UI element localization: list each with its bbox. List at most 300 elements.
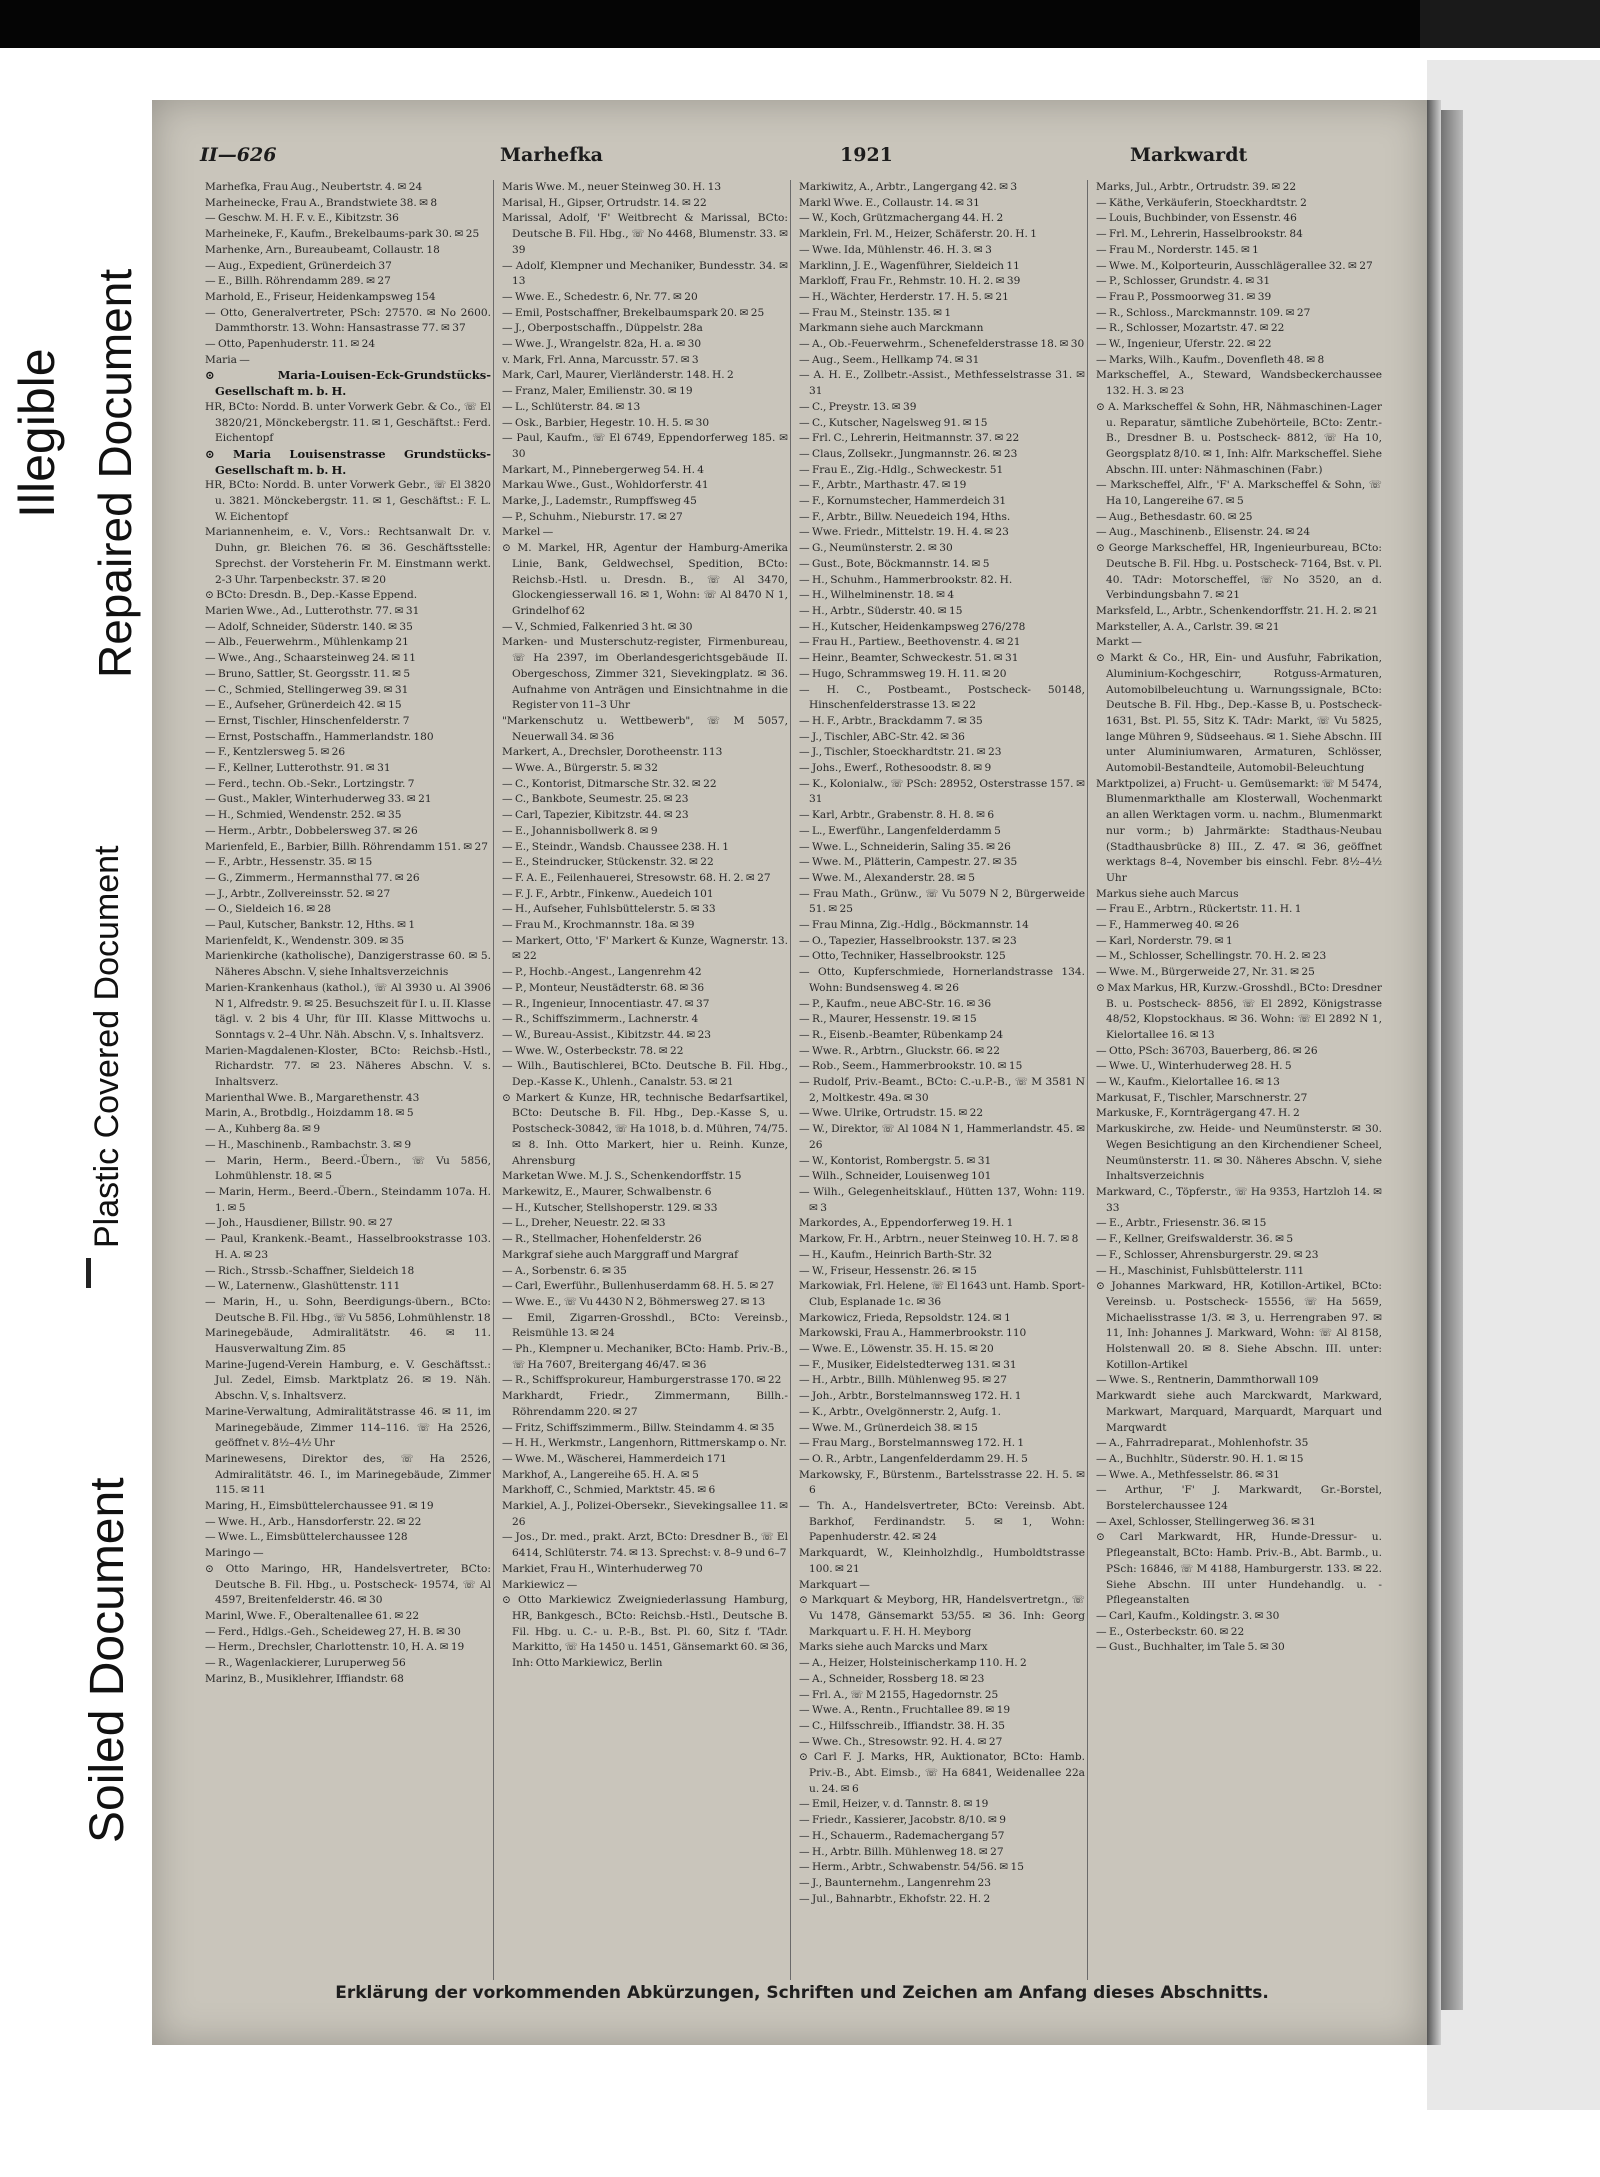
directory-entry: — P., Kaufm., neue ABC-Str. 16. ✉ 36 [799, 997, 992, 1010]
directory-entry: Marinegebäude, Admiralitätstr. 46. ✉ 11. Hausverwaltung Zim. 85 [205, 1327, 491, 1356]
directory-entry: Marienkirche (katholische), Danzigerstrasse 60. ✉ 5. Näheres Abschn. V, siehe Inhaltsverzeichnis [205, 950, 491, 979]
directory-entry: — Th. A., Handelsvertreter, BCto: Vereinsb. Abt. Barkhof, Ferdinandstr. 5. ✉ 1, Wohn: Papenhuderstr. 42. ✉ 24 [799, 1500, 1085, 1544]
directory-entry: — Ernst, Postschaffn., Hammerlandstr. 180 [205, 730, 434, 743]
directory-entry: — H., Kutscher, Heidenkampsweg 276/278 [799, 620, 1026, 633]
abbreviations-note: Erklärung der vorkommenden Abkürzungen, Schriften und Zeichen am Anfang dieses Abschnitts. [335, 1983, 1269, 2003]
directory-entry: Marksteller, A. A., Carlstr. 39. ✉ 21 [1096, 620, 1280, 633]
directory-entry: — R., Schlosser, Mozartstr. 47. ✉ 22 [1096, 322, 1285, 335]
directory-entry: Markuskirche, zw. Heide- und Neumünsterstr. ✉ 30. Wegen Besichtigung an den Kirchendiener Scheel, Neumünsterstr. 11. ✉ 30. Näheres Abschn. V, siehe Inhaltsverzeichnis [1096, 1123, 1382, 1183]
page-number: II—626 [200, 144, 277, 166]
directory-entry: — Marin, H., u. Sohn, Beerdigungs-übern., BCto: Deutsche B. Fil. Hbg., ☏ Vu 5856, Lohmühlenstr. 18 [205, 1295, 491, 1324]
directory-entry: Markiet, Frau H., Winterhuderweg 70 [502, 1562, 703, 1575]
directory-entry: — Wwe. H., Arb., Hansdorferstr. 22. ✉ 22 [205, 1515, 422, 1528]
directory-entry: — Wwe. M., Grünerdeich 38. ✉ 15 [799, 1421, 978, 1434]
directory-entry: — H., Kaufm., Heinrich Barth-Str. 32 [799, 1248, 993, 1261]
directory-entry: Markt — [1096, 636, 1142, 649]
directory-entry: — Rudolf, Priv.-Beamt., BCto: C.-u.P.-B., ☏ M 3581 N 2, Moltkestr. 49a. ✉ 30 [799, 1076, 1085, 1104]
directory-entry: — Wwe. E., Löwenstr. 35. H. 15. ✉ 20 [799, 1343, 994, 1356]
directory-entry: HR, BCto: Nordd. B. unter Vorwerk Gebr., ☏ El 3820 u. 3821. Mönckebergstr. 11. ✉ 1, Geschäftst.: F. L. W. Eichentopf [205, 479, 491, 523]
directory-entry: ⊙ A. Markscheffel & Sohn, HR, Nähmaschinen-Lager u. Reparatur, sämtliche Zubehörteile, BCto: Zentr.-B., Dresdner B. u. Postscheck- 8812, ☏ Ha 10, Georgsplatz 8/10. ✉ 1, Inh: Alfr. Markscheffel. Siehe Abschn. III. unter: Nähmaschinen (Fabr.) [1096, 400, 1382, 476]
directory-entry: — F. A. E., Feilenhauerei, Stresowstr. 68. H. 2. ✉ 27 [502, 871, 771, 884]
directory-entry: — Wwe. Ch., Stresowstr. 92. H. 4. ✉ 27 [799, 1735, 1003, 1748]
directory-entry: — H. C., Postbeamt., Postscheck- 50148, Hinschenfelderstrasse 13. ✉ 22 [799, 683, 1085, 712]
directory-entry: — F., Kentzlersweg 5. ✉ 26 [205, 746, 346, 759]
directory-entry: Markloff, Frau Fr., Rehmstr. 10. H. 2. ✉ 39 [799, 275, 1021, 288]
directory-entry: — H., Arbtr., Süderstr. 40. ✉ 15 [799, 604, 963, 617]
directory-entry: — Louis, Buchbinder, von Essenstr. 46 [1096, 212, 1297, 225]
directory-entry: — Wwe. M., Wäscherei, Hammerdeich 171 [502, 1452, 727, 1465]
directory-entry: — Wwe. M., Kolporteurin, Ausschlägerallee 32. ✉ 27 [1096, 259, 1373, 272]
column-1 [205, 180, 494, 1980]
directory-entry: Markau Wwe., Gust., Wohldorferstr. 41 [502, 479, 709, 492]
directory-entry: — C., Hilfsschreib., Iffiandstr. 38. H. 35 [799, 1719, 1005, 1732]
directory-entry: — H., Schuhm., Hammerbrookstr. 82. H. [799, 573, 1013, 586]
directory-entry: Markhof, A., Langereihe 65. H. A. ✉ 5 [502, 1468, 699, 1481]
directory-entry: Marktpolizei, a) Frucht- u. Gemüsemarkt: ☏ M 5474, Blumenmarkthalle am Klosterwall, Wochenmarkt an allen Werktagen vorm. u. nachm., Blumenmarkt nur vorm.; b) Jahrmärkte: Stadthaus-Neubau (Stadthausbrücke 8) III., Z. 47. ✉ 36, geöffnet werktags 8–4, November bis einschl. Febr. 8½–4½ Uhr [1096, 777, 1382, 884]
directory-entry: Markiel, A. J., Polizei-Obersekr., Sievekingsallee 11. ✉ 26 [502, 1500, 788, 1528]
directory-entry: ⊙ Maria-Louisen-Eck-Grundstücks-Gesellschaft m. b. H. [205, 368, 491, 399]
directory-entry: ⊙ Max Markus, HR, Kurzw.-Grosshdl., BCto: Dresdner B. u. Postscheck- 8856, ☏ El 2892, Königstrasse 48/52, Klopstockhaus. ✉ 36. Wohn: ☏ El 2892 N 1, Kielortallee 16. ✉ 13 [1096, 981, 1382, 1041]
directory-entry: — Ferd., Hdlgs.-Geh., Scheideweg 27, H. B. ✉ 30 [205, 1625, 461, 1638]
directory-entry: — E., Billh. Röhrendamm 289. ✉ 27 [205, 275, 391, 288]
directory-entry: — Käthe, Verkäuferin, Stoeckhardtstr. 2 [1096, 196, 1307, 209]
directory-entry: — W., Kaufm., Kielortallee 16. ✉ 13 [1096, 1076, 1280, 1089]
directory-entry: Marinz, B., Musiklehrer, Iffiandstr. 68 [205, 1672, 404, 1685]
directory-entry: — V., Schmied, Falkenried 3 ht. ✉ 30 [502, 620, 693, 633]
directory-entry: Markusat, F., Tischler, Marschnerstr. 27 [1096, 1091, 1308, 1104]
directory-entry: — Franz, Maler, Emilienstr. 30. ✉ 19 [502, 385, 693, 398]
directory-entry: Markowiak, Frl. Helene, ☏ El 1643 unt. Hamb. Sport-Club, Esplanade 1c. ✉ 36 [799, 1280, 1085, 1308]
directory-entry: — C., Kutscher, Nagelsweg 91. ✉ 15 [799, 416, 988, 429]
directory-entry: Marks, Jul., Arbtr., Ortrudstr. 39. ✉ 22 [1096, 181, 1297, 193]
directory-entry: Marks siehe auch Marcks und Marx [799, 1641, 988, 1654]
directory-entry: — Paul, Krankenk.-Beamt., Hasselbrookstrasse 103. H. A. ✉ 23 [205, 1233, 491, 1261]
directory-entry: — Arthur, 'F' J. Markwardt, Gr.-Borstel, Borstelerchaussee 124 [1096, 1484, 1382, 1513]
directory-entry: — K., Arbtr., Ovelgönnerstr. 2, Aufg. 1. [799, 1405, 1002, 1418]
directory-entry: — C., Kontorist, Ditmarsche Str. 32. ✉ 22 [502, 777, 717, 790]
directory-entry: — Frau Marg., Borstelmannsweg 172. H. 1 [799, 1437, 1025, 1450]
directory-entry: — H., Aufseher, Fuhlsbüttelerstr. 5. ✉ 33 [502, 903, 716, 916]
directory-entry: — A., Sorbenstr. 6. ✉ 35 [502, 1264, 627, 1277]
directory-entry: Marhefka, Frau Aug., Neubertstr. 4. ✉ 24 [205, 181, 423, 193]
directory-entry: — R., Eisenb.-Beamter, Rübenkamp 24 [799, 1028, 1004, 1041]
directory-entry: — Gust., Bote, Böckmannstr. 14. ✉ 5 [799, 557, 990, 570]
directory-entry: — Jos., Dr. med., prakt. Arzt, BCto: Dresdner B., ☏ El 6414, Schlüterstr. 74. ✉ 13. Sprechst: v. 8–9 und 6–7 [502, 1531, 788, 1560]
label-illegible: Illegible [9, 348, 65, 518]
directory-entry: Markus siehe auch Marcus [1096, 887, 1239, 900]
directory-entry: — E., Arbtr., Friesenstr. 36. ✉ 15 [1096, 1217, 1267, 1230]
directory-entry: — Marin, Herm., Beerd.-Übern., Steindamm 107a. H. 1. ✉ 5 [205, 1186, 491, 1214]
directory-entry: ⊙ Markert & Kunze, HR, technische Bedarfsartikel, BCto: Deutsche B. Fil. Hbg., Dep.-Kasse S, u. Postscheck-30842, ☏ Ha 1018, b. d. Mühren, 74/75. ✉ 8. Inh. Otto Markert, hier u. Reinh. Kunze, Ahrensburg [502, 1091, 788, 1167]
directory-entry: — Emil, Postschaffner, Brekelbaumspark 20. ✉ 25 [502, 306, 765, 319]
directory-entry: Marien-Magdalenen-Kloster, BCto: Reichsb.-Hstl., Richardstr. 77. ✉ 23. Näheres Abschn. V. s. Inhaltsverz. [205, 1044, 491, 1089]
directory-entry: — H. F., Arbtr., Brackdamm 7. ✉ 35 [799, 714, 983, 727]
directory-entry: — Karl, Norderstr. 79. ✉ 1 [1096, 934, 1233, 947]
directory-entry: — H., Arbtr. Billh. Mühlenweg 18. ✉ 27 [799, 1845, 1004, 1858]
directory-entry: Marinewesens, Direktor des, ☏ Ha 2526, Admiralitätstr. 46. I., im Marinegebäude, Zimmer 115. ✉ 11 [205, 1452, 491, 1497]
directory-entry: — J., Tischler, ABC-Str. 42. ✉ 36 [799, 730, 965, 743]
directory-entry: — Aug., Expedient, Grünerdeich 37 [205, 259, 392, 272]
directory-entry: ⊙ Markquart & Meyborg, HR, Handelsvertretgn., ☏ Vu 1478, Gänsemarkt 53/55. ✉ 36. Inh: Georg Markquart u. F. H. H. Meyborg [799, 1594, 1085, 1638]
directory-entry: Markwardt siehe auch Marckwardt, Markward, Markwart, Marquard, Marquardt, Marquart und Marqwardt [1096, 1390, 1382, 1434]
column-4 [1096, 180, 1384, 1980]
directory-entry: ⊙ George Markscheffel, HR, Ingenieurbureau, BCto: Deutsche B. Fil. Hbg. u. Postscheck- 7164, Bst. v. Pl. 40. TAdr: Motorscheffel, ☏ No 3520, an d. Verbindungsbahn 7. ✉ 21 [1096, 542, 1382, 602]
directory-entry: — Ph., Klempner u. Mechaniker, BCto: Hamb. Priv.-B., ☏ Ha 7607, Breitergang 46/47. ✉ 36 [502, 1343, 788, 1371]
directory-entry: — A., Kuhberg 8a. ✉ 9 [205, 1123, 321, 1136]
directory-entry: — H., Kutscher, Stellshoperstr. 129. ✉ 33 [502, 1201, 718, 1214]
directory-entry: — Alb., Feuerwehrm., Mühlenkamp 21 [205, 636, 409, 649]
directory-entry: — Frau H., Partiew., Beethovenstr. 4. ✉ 21 [799, 636, 1021, 649]
directory-entry: — E., Aufseher, Grünerdeich 42. ✉ 15 [205, 699, 402, 712]
directory-entry: — Aug., Bethesdastr. 60. ✉ 25 [1096, 510, 1253, 523]
directory-entry: — F., Arbtr., Hessenstr. 35. ✉ 15 [205, 856, 373, 869]
directory-entry: Maris Wwe. M., neuer Steinweg 30. H. 13 [502, 181, 722, 193]
directory-entry: Markhoff, C., Schmied, Marktstr. 45. ✉ 6 [502, 1484, 716, 1497]
directory-entry: — E., Osterbeckstr. 60. ✉ 22 [1096, 1625, 1245, 1638]
directory-entry: — Frau Math., Grünw., ☏ Vu 5079 N 2, Bürgerweide 51. ✉ 25 [799, 887, 1085, 916]
directory-entry: — H., Wächter, Herderstr. 17. H. 5. ✉ 21 [799, 290, 1009, 303]
directory-entry: — G., Neumünsterstr. 2. ✉ 30 [799, 542, 953, 555]
directory-entry: Markl Wwe. E., Collaustr. 14. ✉ 31 [799, 196, 980, 209]
directory-entry: ⊙ Otto Maringo, HR, Handelsvertreter, BCto: Deutsche B. Fil. Hbg., u. Postscheck- 19574, ☏ Al 4597, Breitenfelderstr. 46. ✉ 30 [205, 1562, 491, 1607]
page-header [200, 144, 1370, 168]
scanner-top-border [0, 0, 1600, 48]
directory-entry: — Friedr., Kassierer, Jacobstr. 8/10. ✉ 9 [799, 1814, 1007, 1827]
directory-entry: — Otto, Papenhuderstr. 11. ✉ 24 [205, 338, 376, 351]
directory-entry: Marine-Jugend-Verein Hamburg, e. V. Geschäftsst.: Jul. Zedel, Eimsb. Marktplatz 26. ✉ 19. Näh. Abschn. V, s. Inhaltsverz. [205, 1358, 491, 1403]
directory-entry: — O. R., Arbtr., Langenfelderdamm 29. H. 5 [799, 1452, 1028, 1465]
directory-entry: — Osk., Barbier, Hegestr. 10. H. 5. ✉ 30 [502, 416, 710, 429]
directory-entry: ⊙ Carl Markwardt, HR, Hunde-Dressur- u. Pflegeanstalt, BCto: Hamb. Priv.-B., Abt. Barmb., u. PSch: 16846, ☏ M 4188, Hamburgerstr. 133. ✉ 22. Siehe Abschn. III unter Hundehandlg. u. -Pflegeanstalten [1096, 1531, 1382, 1607]
directory-entry: — Aug., Seem., Hellkamp 74. ✉ 31 [799, 353, 980, 366]
directory-entry: Marhenke, Arn., Bureaubeamt, Collaustr. 18 [205, 243, 440, 256]
directory-entry: — Wilh., Schneider, Louisenweg 101 [799, 1170, 992, 1183]
directory-entry: — F., Schlosser, Ahrensburgerstr. 29. ✉ 23 [1096, 1248, 1319, 1261]
directory-entry: — H., Maschinist, Fuhlsbüttelerstr. 111 [1096, 1264, 1305, 1277]
directory-entry: Marheinecke, Frau A., Brandstwiete 38. ✉ 8 [205, 196, 438, 209]
directory-entry: Markowicz, Frieda, Repsoldstr. 124. ✉ 1 [799, 1311, 1011, 1324]
directory-entry: Markart, M., Pinnebergerweg 54. H. 4 [502, 463, 705, 476]
directory-entry: Maringo — [205, 1547, 264, 1560]
directory-entry: — W., Koch, Grützmachergang 44. H. 2 [799, 212, 1004, 225]
directory-entry: — Gust., Buchhalter, im Tale 5. ✉ 30 [1096, 1641, 1285, 1654]
directory-entry: — A., Ob.-Feuerwehrm., Schenefelderstrasse 18. ✉ 30 [799, 338, 1085, 351]
directory-entry: — Emil, Zigarren-Grosshdl., BCto: Vereinsb., Reismühle 13. ✉ 24 [502, 1311, 788, 1340]
directory-entry: Marin, A., Brotbdlg., Hoizdamm 18. ✉ 5 [205, 1107, 414, 1120]
directory-entry: — P., Schuhm., Nieburstr. 17. ✉ 27 [502, 510, 683, 523]
directory-entry: Marhold, E., Friseur, Heidenkampsweg 154 [205, 290, 436, 303]
directory-entry: — Herm., Drechsler, Charlottenstr. 10, H. A. ✉ 19 [205, 1641, 465, 1654]
directory-entry: — C., Bankbote, Seumestr. 25. ✉ 23 [502, 793, 689, 806]
directory-year: 1921 [840, 144, 893, 166]
directory-entry: — A. H. E., Zollbetr.-Assist., Methfesselstrasse 31. ✉ 31 [799, 369, 1085, 398]
directory-entry: — W., Friseur, Hessenstr. 26. ✉ 15 [799, 1264, 977, 1277]
directory-entry: Markhardt, Friedr., Zimmermann, Billh.-Röhrendamm 220. ✉ 27 [502, 1390, 788, 1418]
directory-entry: — Wwe. Friedr., Mittelstr. 19. H. 4. ✉ 23 [799, 526, 1009, 539]
directory-entry: — Axel, Schlosser, Stellingerweg 36. ✉ 31 [1096, 1515, 1316, 1528]
directory-entry: Markiwitz, A., Arbtr., Langergang 42. ✉ 3 [799, 181, 1018, 193]
directory-entry: v. Mark, Frl. Anna, Marcusstr. 57. ✉ 3 [502, 353, 699, 366]
directory-entry: — F., Musiker, Eidelstedterweg 131. ✉ 31 [799, 1358, 1017, 1371]
directory-entry: ⊙ BCto: Dresdn. B., Dep.-Kasse Eppend. [205, 589, 418, 602]
directory-entry: — Wwe. L., Eimsbüttelerchaussee 128 [205, 1531, 408, 1544]
directory-entry: — Frl. A., ☏ M 2155, Hagedornstr. 25 [799, 1688, 999, 1701]
directory-entry: — Frl. C., Lehrerin, Heitmannstr. 37. ✉ 22 [799, 432, 1020, 445]
directory-entry: — Geschw. M. H. F. v. E., Kibitzstr. 36 [205, 212, 399, 225]
directory-entry: Marke, J., Lademstr., Rumpffsweg 45 [502, 495, 697, 508]
directory-entry: — K., Kolonialw., ☏ PSch: 28952, Osterstrasse 157. ✉ 31 [799, 777, 1085, 806]
directory-entry: — Carl, Tapezier, Kibitzstr. 44. ✉ 23 [502, 809, 689, 822]
directory-entry: — R., Stellmacher, Hohenfelderstr. 26 [502, 1233, 702, 1246]
directory-entry: — Frau Minna, Zig.-Hdlg., Böckmannstr. 14 [799, 919, 1029, 932]
directory-entry: — R., Schiffsprokureur, Hamburgerstrasse 170. ✉ 22 [502, 1374, 782, 1387]
directory-entry: — H. H., Werkmstr., Langenhorn, Rittmerskamp o. Nr. [502, 1437, 787, 1450]
directory-entry: — Wwe. M., Bürgerweide 27, Nr. 31. ✉ 25 [1096, 966, 1315, 979]
directory-entry: — Frau M., Krochmannstr. 18a. ✉ 39 [502, 919, 695, 932]
first-entry-word: Marhefka [500, 144, 603, 166]
directory-entry: — Wwe. Ida, Mühlenstr. 46. H. 3. ✉ 3 [799, 243, 992, 256]
directory-page [152, 100, 1427, 2045]
directory-entry: Marien-Krankenhaus (kathol.), ☏ Al 3930 u. Al 3906 N 1, Alfredstr. 9. ✉ 25. Besuchszeit für I. u. II. Klasse tägl. v. 2 bis 4 Uhr, für III. Klasse Mittwochs u. Sonntags v. 2–4 Uhr. Näh. Abschn. V, s. Inhaltsverz. [205, 981, 491, 1041]
directory-entry: — Wilh., Bautischlerei, BCto. Deutsche B. Fil. Hbg., Dep.-Kasse K., Uhlenh., Canalstr. 53. ✉ 21 [502, 1060, 788, 1089]
directory-entry: — Wwe. W., Osterbeckstr. 78. ✉ 22 [502, 1044, 684, 1057]
directory-entry: — P., Monteur, Neustädterstr. 68. ✉ 36 [502, 981, 705, 994]
directory-entry: — L., Schlüterstr. 84. ✉ 13 [502, 400, 641, 413]
directory-entry: — J., Arbtr., Zollvereinsstr. 52. ✉ 27 [205, 887, 391, 900]
directory-entry: — A., Heizer, Holsteinischerkamp 110. H. 2 [799, 1657, 1027, 1670]
directory-entry: Mariannenheim, e. V., Vors.: Rechtsanwalt Dr. v. Duhn, gr. Bleichen 76. ✉ 36. Geschäftsstelle: Sprechst. der Vorsteherin Fr. M. Einstmann werkt. 2-3 Uhr. Tarpenbeckstr. 37. ✉ 20 [205, 526, 491, 586]
directory-entry: — Frau E., Arbtrn., Rückertstr. 11. H. 1 [1096, 903, 1302, 916]
directory-entry: Markquart — [799, 1578, 870, 1591]
directory-entry: Marklinn, J. E., Wagenführer, Sieldeich 11 [799, 259, 1020, 272]
directory-entry: — F., Kellner, Lutterothstr. 91. ✉ 31 [205, 762, 391, 775]
directory-entry: ⊙ Markt & Co., HR, Ein- und Ausfuhr, Fabrikation, Aluminium-Kochgeschirr, Rotguss-Armaturen, Automobilbeleuchtung u. Warnungssignale, BCto: Deutsche B. Fil. Hbg., Dep.-Kasse B, u. Postscheck- 1631, Bst. Pl. 55, Sitz K. TAdr: Markt, ☏ Vu 5825, lange Mühren 9, Südseehaus. ✉ 1. Siehe Abschn. III unter Aluminiumwaren, Armaturen, Schlösser, Automobil-Bestandteile, Automobil-Beleuchtung [1096, 652, 1382, 775]
directory-entry: — Hugo, Schrammsweg 19. H. 11. ✉ 20 [799, 667, 1007, 680]
directory-entry: HR, BCto: Nordd. B. unter Vorwerk Gebr. & Co., ☏ El 3820/21, Mönckebergstr. 11. ✉ 1, Geschäftst.: Ferd. Eichentopf [205, 400, 491, 445]
directory-entry: — Wwe. A., Bürgerstr. 5. ✉ 32 [502, 762, 658, 775]
directory-entry: — P., Hochb.-Angest., Langenrehm 42 [502, 966, 702, 979]
directory-entry: — Wwe. A., Methfesselstr. 86. ✉ 31 [1096, 1468, 1280, 1481]
label-repaired-document: Repaired Document [89, 268, 141, 678]
directory-entry: — F., Arbtr., Billw. Neuedeich 194, Hths. [799, 510, 1011, 523]
directory-entry: Maria — [205, 353, 250, 366]
directory-entry: Marinl, Wwe. F., Oberaltenallee 61. ✉ 22 [205, 1609, 420, 1622]
directory-entry: Maring, H., Eimsbüttelerchaussee 91. ✉ 19 [205, 1500, 434, 1513]
directory-entry: "Markenschutz u. Wettbewerb", ☏ M 5057, Neuerwall 34. ✉ 36 [502, 714, 788, 743]
directory-entry: Markowsky, F., Bürstenm., Bartelsstrasse 22. H. 5. ✉ 6 [799, 1468, 1085, 1497]
directory-entry: Markgraf siehe auch Marggraff und Margraf [502, 1248, 739, 1261]
directory-entry: — E., Johannisbollwerk 8. ✉ 9 [502, 824, 658, 837]
directory-entry: Marketan Wwe. M. J. S., Schenkendorffstr. 15 [502, 1170, 742, 1183]
directory-entry: — O., Sieldeich 16. ✉ 28 [205, 903, 331, 916]
scanner-top-notch [1420, 0, 1600, 48]
directory-entry: — Frau M., Norderstr. 145. ✉ 1 [1096, 243, 1259, 256]
directory-entry: — Otto, PSch: 36703, Bauerberg, 86. ✉ 26 [1096, 1044, 1318, 1057]
directory-entry: — J., Oberpostschaffn., Düppelstr. 28a [502, 322, 703, 335]
directory-entry: — Otto, Kupferschmiede, Hornerlandstrasse 134. Wohn: Bundsensweg 4. ✉ 26 [799, 966, 1085, 994]
directory-entry: Marien Wwe., Ad., Lutterothstr. 77. ✉ 31 [205, 604, 420, 617]
directory-entry: — Wwe. L., Schneiderin, Saling 35. ✉ 26 [799, 840, 1011, 853]
directory-entry: — Bruno, Sattler, St. Georgsstr. 11. ✉ 5 [205, 667, 411, 680]
directory-entry: — H., Schauerm., Rademachergang 57 [799, 1829, 1005, 1842]
directory-entry: ⊙ Otto Markiewicz Zweigniederlassung Hamburg, HR, Bankgesch., BCto: Reichsb.-Hstl., Deutsche B. Fil. Hbg. u. C.- u. P.-B., Bst. Pl. 60, Sitz f. 'TAdr. Markitto, ☏ Ha 1450 u. 1451, Gänsemarkt 60. ✉ 36, Inh: Otto Markiewicz, Berlin [502, 1594, 788, 1670]
directory-entry: — E., Steindrucker, Stückenstr. 32. ✉ 22 [502, 856, 714, 869]
directory-entry: — Marin, Herm., Beerd.-Übern., ☏ Vu 5856, Lohmühlenstr. 18. ✉ 5 [205, 1154, 491, 1183]
condition-labels-strip [0, 48, 150, 2177]
directory-entry: ⊙ M. Markel, HR, Agentur der Hamburg-Amerika Linie, Bank, Geldwechsel, Spedition, BCto: Reichsb.-Hstl. u. Dresdn. B., ☏ Al 3470, Glockengiesserwall 16. ✉ 1, Wohn: ☏ Al 8470 N 1, Grindelhof 62 [502, 542, 788, 617]
directory-entry: — Markscheffel, Alfr., 'F' A. Markscheffel & Sohn, ☏ Ha 10, Langereihe 67. ✉ 5 [1096, 479, 1382, 508]
directory-entry: — R., Ingenieur, Innocentiastr. 47. ✉ 37 [502, 997, 710, 1010]
directory-entry: — L., Ewerführ., Langenfelderdamm 5 [799, 824, 1001, 837]
directory-entry: — Wwe., Ang., Schaarsteinweg 24. ✉ 11 [205, 652, 416, 665]
directory-entry: — A., Buchhltr., Süderstr. 90. H. 1. ✉ 15 [1096, 1452, 1304, 1465]
directory-entry: — Karl, Arbtr., Grabenstr. 8. H. 8. ✉ 6 [799, 809, 995, 822]
directory-entry: Markiewicz — [502, 1578, 578, 1591]
directory-entry: — Herm., Arbtr., Schwabenstr. 54/56. ✉ 15 [799, 1861, 1025, 1874]
directory-entry: Markowski, Frau A., Hammerbrookstr. 110 [799, 1327, 1027, 1340]
directory-entry: — Wilh., Gelegenheitsklauf., Hütten 137, Wohn: 119. ✉ 3 [799, 1186, 1085, 1214]
directory-entry: Marine-Verwaltung, Admiralitätstrasse 46. ✉ 11, im Marinegebäude, Zimmer 114–116. ☏ Ha 2526, geöffnet v. 8½–4½ Uhr [205, 1405, 491, 1450]
directory-entry: — Ernst, Tischler, Hinschenfelderstr. 7 [205, 714, 410, 727]
directory-entry: Marisal, H., Gipser, Ortrudstr. 14. ✉ 22 [502, 196, 707, 209]
directory-entry: — Gust., Makler, Winterhuderweg 33. ✉ 21 [205, 793, 432, 806]
directory-columns [205, 180, 1383, 1980]
directory-entry: — Wwe. M., Plätterin, Campestr. 27. ✉ 35 [799, 856, 1018, 869]
directory-entry: — Frau M., Steinstr. 135. ✉ 1 [799, 306, 952, 319]
directory-entry: — Carl, Kaufm., Koldingstr. 3. ✉ 30 [1096, 1609, 1280, 1622]
directory-entry: — Wwe. M., Alexanderstr. 28. ✉ 5 [799, 871, 975, 884]
directory-entry: — M., Schlosser, Schellingstr. 70. H. 2. ✉ 23 [1096, 950, 1327, 963]
column-3 [799, 180, 1088, 1980]
directory-entry: — H., Maschinenb., Rambachstr. 3. ✉ 9 [205, 1138, 412, 1151]
directory-entry: Mark, Carl, Maurer, Vierländerstr. 148. H. 2 [502, 369, 734, 382]
directory-entry: Markert, A., Drechsler, Dorotheenstr. 113 [502, 746, 723, 759]
directory-entry: — Heinr., Beamter, Schweckestr. 51. ✉ 31 [799, 652, 1019, 665]
directory-entry: Markel — [502, 526, 554, 539]
directory-entry: — Emil, Heizer, v. d. Tannstr. 8. ✉ 19 [799, 1798, 989, 1811]
directory-entry: — Johs., Ewerf., Rothesoodstr. 8. ✉ 9 [799, 762, 992, 775]
directory-entry: — Markert, Otto, 'F' Markert & Kunze, Wagnerstr. 13. ✉ 22 [502, 934, 788, 963]
directory-entry: ⊙ Maria Louisenstrasse Grundstücks-Gesellschaft m. b. H. [205, 446, 491, 477]
directory-entry: Markmann siehe auch Marckmann [799, 322, 984, 335]
directory-entry: — Paul, Kaufm., ☏ El 6749, Eppendorferweg 185. ✉ 30 [502, 432, 788, 460]
directory-entry: — F. J. F., Arbtr., Finkenw., Auedeich 101 [502, 887, 714, 900]
directory-entry: — Wwe. U., Winterhuderweg 28. H. 5 [1096, 1060, 1292, 1073]
directory-entry: Markuske, F., Kornträgergang 47. H. 2 [1096, 1107, 1300, 1120]
directory-entry: — Ferd., techn. Ob.-Sekr., Lortzingstr. 7 [205, 777, 415, 790]
directory-entry: — Frau P., Possmoorweg 31. ✉ 39 [1096, 290, 1272, 303]
directory-entry: — W., Bureau-Assist., Kibitzstr. 44. ✉ 23 [502, 1028, 712, 1041]
directory-entry: — W., Kontorist, Rombergstr. 5. ✉ 31 [799, 1154, 992, 1167]
directory-entry: — R., Wagenlackierer, Luruperweg 56 [205, 1657, 406, 1670]
directory-entry: Markquardt, W., Kleinholzhdlg., Humboldtstrasse 100. ✉ 21 [799, 1547, 1085, 1575]
directory-entry: — Rich., Strssb.-Schaffner, Sieldeich 18 [205, 1264, 415, 1277]
directory-entry: — J., Tischler, Stoeckhardtstr. 21. ✉ 23 [799, 746, 1002, 759]
directory-entry: Markow, Fr. H., Arbtrn., neuer Steinweg 10. H. 7. ✉ 8 [799, 1233, 1079, 1246]
directory-entry: — Claus, Zollsekr., Jungmannstr. 26. ✉ 23 [799, 447, 1018, 460]
directory-entry: — Wwe. Ulrike, Ortrudstr. 15. ✉ 22 [799, 1107, 984, 1120]
directory-entry: Markscheffel, A., Steward, Wandsbeckerchaussee 132. H. 3. ✉ 23 [1096, 369, 1382, 398]
directory-entry: ⊙ Carl F. J. Marks, HR, Auktionator, BCto: Hamb. Priv.-B., Abt. Eimsb., ☏ Ha 6841, Weidenallee 22a u. 24. ✉ 6 [799, 1751, 1085, 1795]
directory-entry: — W., Ingenieur, Uferstr. 22. ✉ 22 [1096, 338, 1272, 351]
directory-entry: — Joh., Hausdiener, Billstr. 90. ✉ 27 [205, 1217, 393, 1230]
directory-entry: — F., Arbtr., Marthastr. 47. ✉ 19 [799, 479, 967, 492]
directory-entry: — L., Dreher, Neuestr. 22. ✉ 33 [502, 1217, 666, 1230]
directory-entry: — Carl, Ewerführ., Bullenhuserdamm 68. H. 5. ✉ 27 [502, 1280, 775, 1293]
directory-entry: — R., Schiffszimmerm., Lachnerstr. 4 [502, 1013, 699, 1026]
directory-entry: — Otto, Techniker, Hasselbrookstr. 125 [799, 950, 1006, 963]
directory-entry: — H., Schmied, Wendenstr. 252. ✉ 35 [205, 809, 402, 822]
directory-entry: — Marks, Wilh., Kaufm., Dovenfleth 48. ✉ 8 [1096, 353, 1325, 366]
directory-entry: — F., Kornumstecher, Hammerdeich 31 [799, 495, 1007, 508]
directory-entry: Marienthal Wwe. B., Margarethenstr. 43 [205, 1091, 420, 1104]
directory-entry: — Wwe. A., Rentn., Fruchtallee 89. ✉ 19 [799, 1704, 1011, 1717]
directory-entry: — Wwe. S., Rentnerin, Dammthorwall 109 [1096, 1374, 1319, 1387]
directory-entry: — Wwe. E., ☏ Vu 4430 N 2, Böhmersweg 27. ✉ 13 [502, 1295, 766, 1308]
directory-entry: — Adolf, Klempner und Mechaniker, Bundesstr. 34. ✉ 13 [502, 259, 788, 288]
directory-entry: Markward, C., Töpferstr., ☏ Ha 9353, Hartzloh 14. ✉ 33 [1096, 1186, 1382, 1214]
last-entry-word: Markwardt [1130, 144, 1248, 166]
directory-entry: Marklein, Frl. M., Heizer, Schäferstr. 20. H. 1 [799, 228, 1037, 241]
label-separator [86, 1258, 91, 1288]
adjacent-page-edge [1427, 60, 1600, 2110]
directory-entry: — Rob., Seem., Hammerbrookstr. 10. ✉ 15 [799, 1060, 1023, 1073]
directory-entry: — W., Direktor, ☏ Al 1084 N 1, Hammerlandstr. 45. ✉ 26 [799, 1123, 1085, 1151]
directory-entry: — C., Schmied, Stellingerweg 39. ✉ 31 [205, 683, 409, 696]
directory-entry: — R., Maurer, Hessenstr. 19. ✉ 15 [799, 1013, 977, 1026]
directory-entry: — Wwe. J., Wrangelstr. 82a, H. a. ✉ 30 [502, 338, 702, 351]
directory-entry: — Frl. M., Lehrerin, Hasselbrookstr. 84 [1096, 228, 1303, 241]
directory-entry: Marienfeldt, K., Wendenstr. 309. ✉ 35 [205, 934, 405, 947]
directory-entry: Marken- und Musterschutz-register, Firmenbureau, ☏ Ha 2397, im Oberlandesgerichtsgebäude II. Obergeschoss, Zimmer 321, Sievekingplatz. ✉ 36. Aufnahme von Anträgen und Einsichtnahme in die Register von 11–3 Uhr [502, 636, 788, 712]
directory-entry: — P., Schlosser, Grundstr. 4. ✉ 31 [1096, 275, 1271, 288]
directory-entry: — Jul., Bahnarbtr., Ekhofstr. 22. H. 2 [799, 1892, 991, 1905]
label-soiled-document: Soiled Document [81, 1477, 134, 1843]
directory-entry: — A., Fahrradreparat., Mohlenhofstr. 35 [1096, 1437, 1309, 1450]
directory-entry: — Paul, Kutscher, Bankstr. 12, Hths. ✉ 1 [205, 919, 416, 932]
directory-entry: — J., Baunternehm., Langenrehm 23 [799, 1876, 991, 1889]
label-plastic-covered-document: Plastic Covered Document [88, 845, 126, 1248]
column-2 [502, 180, 791, 1980]
directory-entry: — Aug., Maschinenb., Elisenstr. 24. ✉ 24 [1096, 526, 1311, 539]
directory-entry: — Herm., Arbtr., Dobbelersweg 37. ✉ 26 [205, 824, 418, 837]
directory-entry: Markewitz, E., Maurer, Schwalbenstr. 6 [502, 1186, 712, 1198]
directory-entry: — C., Preystr. 13. ✉ 39 [799, 400, 917, 413]
directory-entry: Markordes, A., Eppendorferweg 19. H. 1 [799, 1217, 1014, 1230]
directory-entry: ⊙ Johannes Markward, HR, Kotillon-Artikel, BCto: Vereinsb. u. Postscheck- 15556, ☏ Ha 5659, Michaelisstrasse 1/3. ✉ 3, u. Herrengraben 97. ✉ 11, Inh: Johannes J. Markward, Wohn: ☏ Al 8158, Holstenwall 20. ✉ 8. Siehe Abschn. III. unter: Kotillon-Artikel [1096, 1280, 1382, 1371]
directory-entry: Marksfeld, L., Arbtr., Schenkendorffstr. 21. H. 2. ✉ 21 [1096, 604, 1379, 617]
directory-entry: — H., Arbtr., Billh. Mühlenweg 95. ✉ 27 [799, 1374, 1007, 1387]
directory-entry: — F., Hammerweg 40. ✉ 26 [1096, 919, 1240, 932]
directory-entry: Marienfeld, E., Barbier, Billh. Röhrendamm 151. ✉ 27 [205, 840, 488, 853]
directory-entry: — Frau E., Zig.-Hdlg., Schweckestr. 51 [799, 463, 1004, 476]
directory-entry: — Wwe. E., Schedestr. 6, Nr. 77. ✉ 20 [502, 290, 698, 303]
directory-entry: — G., Zimmerm., Hermannsthal 77. ✉ 26 [205, 871, 420, 884]
directory-entry: — Joh., Arbtr., Borstelmannsweg 172. H. 1 [799, 1390, 1022, 1403]
page-edge-shadow [1427, 100, 1441, 2045]
directory-entry: — R., Schloss., Marckmannstr. 109. ✉ 27 [1096, 306, 1311, 319]
directory-entry: Marheineke, F., Kaufm., Brekelbaums-park 30. ✉ 25 [205, 228, 480, 241]
directory-entry: — H., Wilhelminenstr. 18. ✉ 4 [799, 589, 955, 602]
directory-entry: Marissal, Adolf, 'F' Weitbrecht & Marissal, BCto: Deutsche B. Fil. Hbg., ☏ No 4468, Blumenstr. 33. ✉ 39 [502, 212, 788, 256]
directory-entry: — Adolf, Schneider, Süderstr. 140. ✉ 35 [205, 620, 413, 633]
directory-entry: — Fritz, Schiffszimmerm., Billw. Steindamm 4. ✉ 35 [502, 1421, 775, 1434]
directory-entry: — Wwe. R., Arbtrn., Gluckstr. 66. ✉ 22 [799, 1044, 1001, 1057]
directory-entry: — A., Schneider, Rossberg 18. ✉ 23 [799, 1672, 985, 1685]
directory-entry: — W., Laternenw., Glashüttenstr. 111 [205, 1280, 401, 1293]
directory-entry: — F., Kellner, Greifswalderstr. 36. ✉ 5 [1096, 1233, 1294, 1246]
directory-entry: — Otto, Generalvertreter, PSch: 27570. ✉ No 2600. Dammthorstr. 13. Wohn: Hansastrasse 77. ✉ 37 [205, 306, 491, 335]
